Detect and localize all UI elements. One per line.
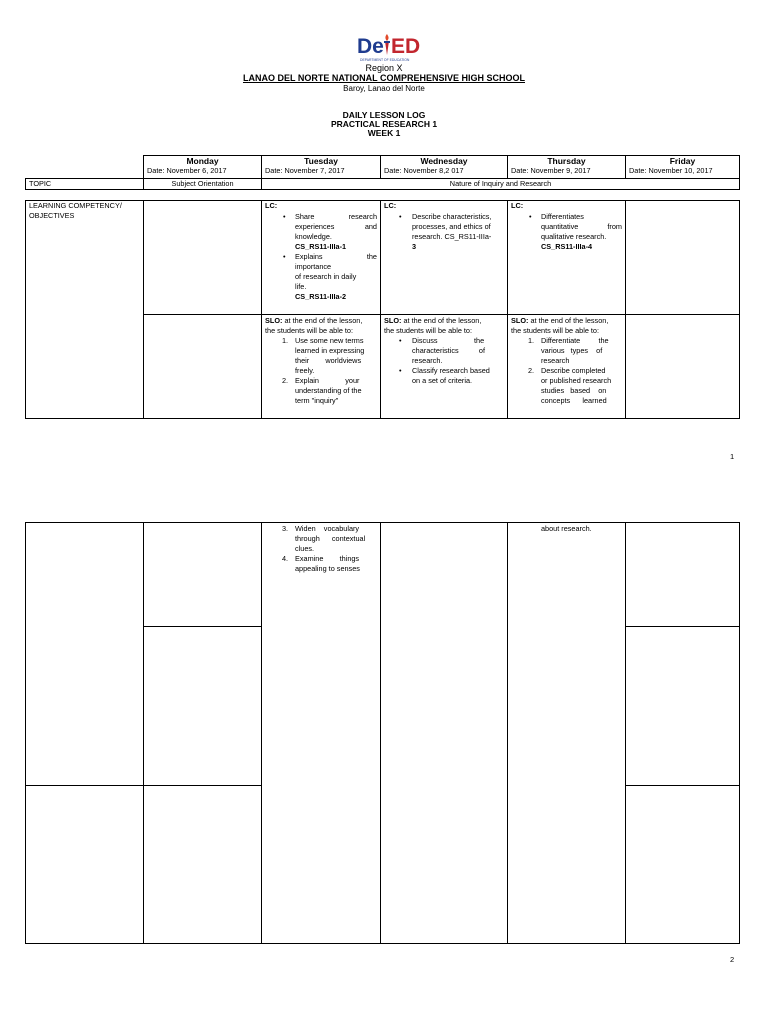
p2-label-cell-1 bbox=[25, 522, 144, 786]
lc-tuesday: LC: • Share research experiences and knowledge. CS_RS11-IIIa-1 • Explains the importance of research in daily life. CS_RS11-IIIa-2 bbox=[261, 200, 381, 315]
lc-monday bbox=[143, 200, 262, 315]
p2-friday-cell-1 bbox=[625, 522, 740, 627]
p2-tuesday-cell: 3. Widen vocabulary through contextual clues. 4. Examine things appealing to senses bbox=[261, 522, 381, 944]
bullet-icon: • bbox=[283, 252, 286, 261]
page-number: 2 bbox=[730, 955, 735, 964]
page-number: 1 bbox=[730, 452, 735, 461]
p2-monday-cell-2 bbox=[143, 626, 262, 786]
log-title: DAILY LESSON LOG bbox=[342, 110, 426, 120]
lc-code: CS_RS11-IIIa-1 bbox=[295, 242, 347, 251]
torch-icon bbox=[384, 34, 390, 55]
topic-monday: Subject Orientation bbox=[143, 178, 262, 190]
competency-label: LEARNING COMPETENCY/ bbox=[29, 201, 122, 210]
deped-logo bbox=[354, 33, 434, 63]
day-header-tuesday: Tuesday Date: November 7, 2017 bbox=[261, 155, 381, 179]
bullet-icon: • bbox=[399, 212, 402, 221]
svg-text:ED: ED bbox=[391, 35, 421, 58]
region-label: Region X bbox=[365, 63, 403, 73]
p2-label-cell-2 bbox=[25, 785, 144, 944]
day-header-monday: Monday Date: November 6, 2017 bbox=[143, 155, 262, 179]
day-header-friday: Friday Date: November 10, 2017 bbox=[625, 155, 740, 179]
lc-thursday: LC: • Differentiates quantitative from qualitative research. CS_RS11-IIIa-4 bbox=[507, 200, 626, 315]
p2-wednesday-cell bbox=[380, 522, 508, 944]
slo-thursday: SLO: at the end of the lesson, the students will be able to: 1. Differentiate the various types of research 2. Describe completed or published research studies based on concepts learned bbox=[507, 314, 626, 419]
bullet-icon: • bbox=[283, 212, 286, 221]
slo-tuesday: SLO: at the end of the lesson, the students will be able to: 1. Use some new terms learned in expressing their worldviews freely. 2. Explain your understanding of the term "inquiry" bbox=[261, 314, 381, 419]
slo-monday bbox=[143, 314, 262, 419]
slo-wednesday: SLO: at the end of the lesson, the students will be able to: • Discuss the characteristics of research. • Classify research based on a set of criteria. bbox=[380, 314, 508, 419]
svg-text:DEPARTMENT OF EDUCATION: DEPARTMENT OF EDUCATION bbox=[360, 58, 410, 62]
topic-main: Nature of Inquiry and Research bbox=[261, 178, 740, 190]
bullet-icon: • bbox=[399, 336, 402, 345]
lc-friday bbox=[625, 200, 740, 315]
topic-label: TOPIC bbox=[25, 178, 144, 190]
school-name: LANAO DEL NORTE NATIONAL COMPREHENSIVE HIGH SCHOOL bbox=[242, 73, 525, 83]
p2-friday-cell-2 bbox=[625, 626, 740, 786]
p2-friday-cell-3 bbox=[625, 785, 740, 944]
p2-monday-cell-3 bbox=[143, 785, 262, 944]
lc-wednesday: LC: • Describe characteristics, processes, and ethics of research. CS_RS11-IIIa- 3 bbox=[380, 200, 508, 315]
objectives-label: OBJECTIVES bbox=[29, 210, 75, 220]
lc-code: CS_RS11-IIIa-2 bbox=[295, 292, 347, 301]
day-header-thursday: Thursday Date: November 9, 2017 bbox=[507, 155, 626, 179]
svg-text:De: De bbox=[357, 35, 384, 58]
lc-label: LC: bbox=[265, 201, 278, 210]
lc-text: Share research bbox=[295, 212, 377, 221]
competency-label-cell bbox=[25, 200, 144, 419]
school-location: Baroy, Lanao del Norte bbox=[343, 84, 425, 93]
bullet-icon: • bbox=[529, 212, 532, 221]
subject-title: PRACTICAL RESEARCH 1 bbox=[330, 119, 438, 129]
p2-monday-cell-1 bbox=[143, 522, 262, 627]
day-header-wednesday: Wednesday Date: November 8,2 017 bbox=[380, 155, 508, 179]
week-label: WEEK 1 bbox=[367, 128, 401, 138]
bullet-icon: • bbox=[399, 366, 402, 375]
p2-thursday-cell: about research. bbox=[507, 522, 626, 944]
slo-friday bbox=[625, 314, 740, 419]
